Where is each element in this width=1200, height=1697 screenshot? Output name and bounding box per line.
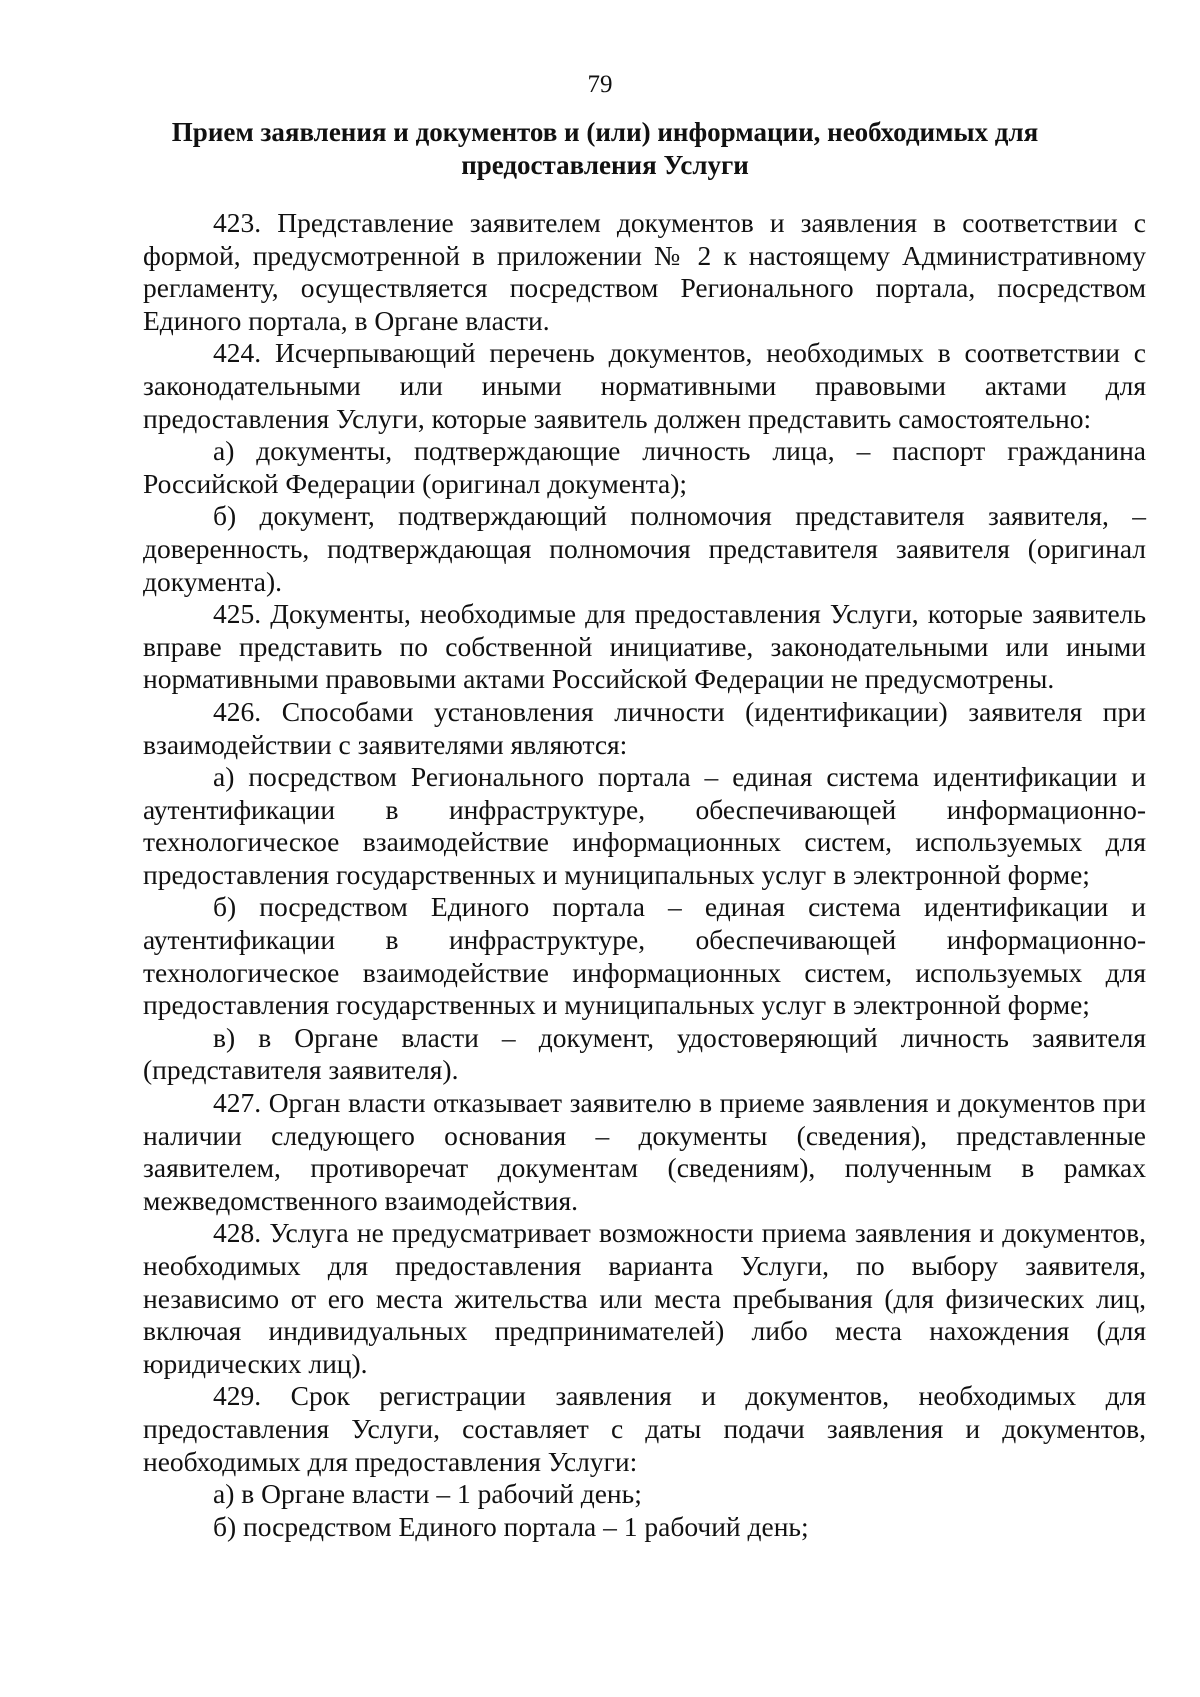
section-heading: Прием заявления и документов и (или) информации, необходимых для предоставления Услуги: [171, 117, 1039, 180]
paragraph-426-v: в) в Органе власти – документ, удостоверяющий личность заявителя (представителя заявителя).: [143, 1021, 1146, 1086]
paragraph-424: 424. Исчерпывающий перечень документов, необходимых в соответствии с законодательными или иными нормативными правовыми актами для предоставления Услуги, которые заявитель должен представить самостоятельно:: [143, 337, 1146, 434]
paragraph-429-a: а) в Органе власти – 1 рабочий день;: [213, 1478, 642, 1510]
page-number: 79: [587, 71, 613, 98]
paragraph-423: 423. Представление заявителем документов и заявления в соответствии с формой, предусмотренной в приложении № 2 к настоящему Административному регламенту, осуществляется посредством Регионального портала, посредством Единого портала, в Органе власти.: [143, 207, 1146, 336]
document-body: [143, 207, 1146, 1543]
paragraph-425: 425. Документы, необходимые для предоставления Услуги, которые заявитель вправе представить по собственной инициативе, законодательными или иными нормативными правовыми актами Российской Федерации не предусмотрены.: [143, 598, 1146, 695]
paragraph-429-b: б) посредством Единого портала – 1 рабочий день;: [213, 1510, 809, 1542]
paragraph-424-b: б) документ, подтверждающий полномочия представителя заявителя, – доверенность, подтверждающая полномочия представителя заявителя (оригинал документа).: [143, 500, 1146, 597]
paragraph-424-a: а) документы, подтверждающие личность лица, – паспорт гражданина Российской Федерации (оригинал документа);: [143, 435, 1146, 499]
paragraph-428: 428. Услуга не предусматривает возможности приема заявления и документов, необходимых для предоставления варианта Услуги, по выбору заявителя, независимо от его места жительства или места пребывания (для физических лиц, включая индивидуальных предпринимателей) либо места нахождения (для юридических лиц).: [143, 1217, 1146, 1379]
paragraph-426-b: б) посредством Единого портала – единая система идентификации и аутентификации в инфраструктуре, обеспечивающей информационно-технологическое взаимодействие информационных систем, используемых для предоставления государственных и муниципальных услуг в электронной форме;: [143, 891, 1146, 1021]
paragraph-426-a: а) посредством Регионального портала – единая система идентификации и аутентификации в инфраструктуре, обеспечивающей информационно-технологическое взаимодействие информационных систем, используемых для предоставления государственных и муниципальных услуг в электронной форме;: [143, 761, 1146, 890]
paragraph-426: 426. Способами установления личности (идентификации) заявителя при взаимодействии с заявителями являются:: [143, 695, 1146, 760]
paragraph-427: 427. Орган власти отказывает заявителю в приеме заявления и документов при наличии следующего основания – документы (сведения), представленные заявителем, противоречат документам (сведениям), полученным в рамках межведомственного взаимодействия.: [143, 1087, 1146, 1216]
paragraph-429: 429. Срок регистрации заявления и документов, необходимых для предоставления Услуги, составляет с даты подачи заявления и документов, необходимых для предоставления Услуги:: [143, 1380, 1146, 1477]
